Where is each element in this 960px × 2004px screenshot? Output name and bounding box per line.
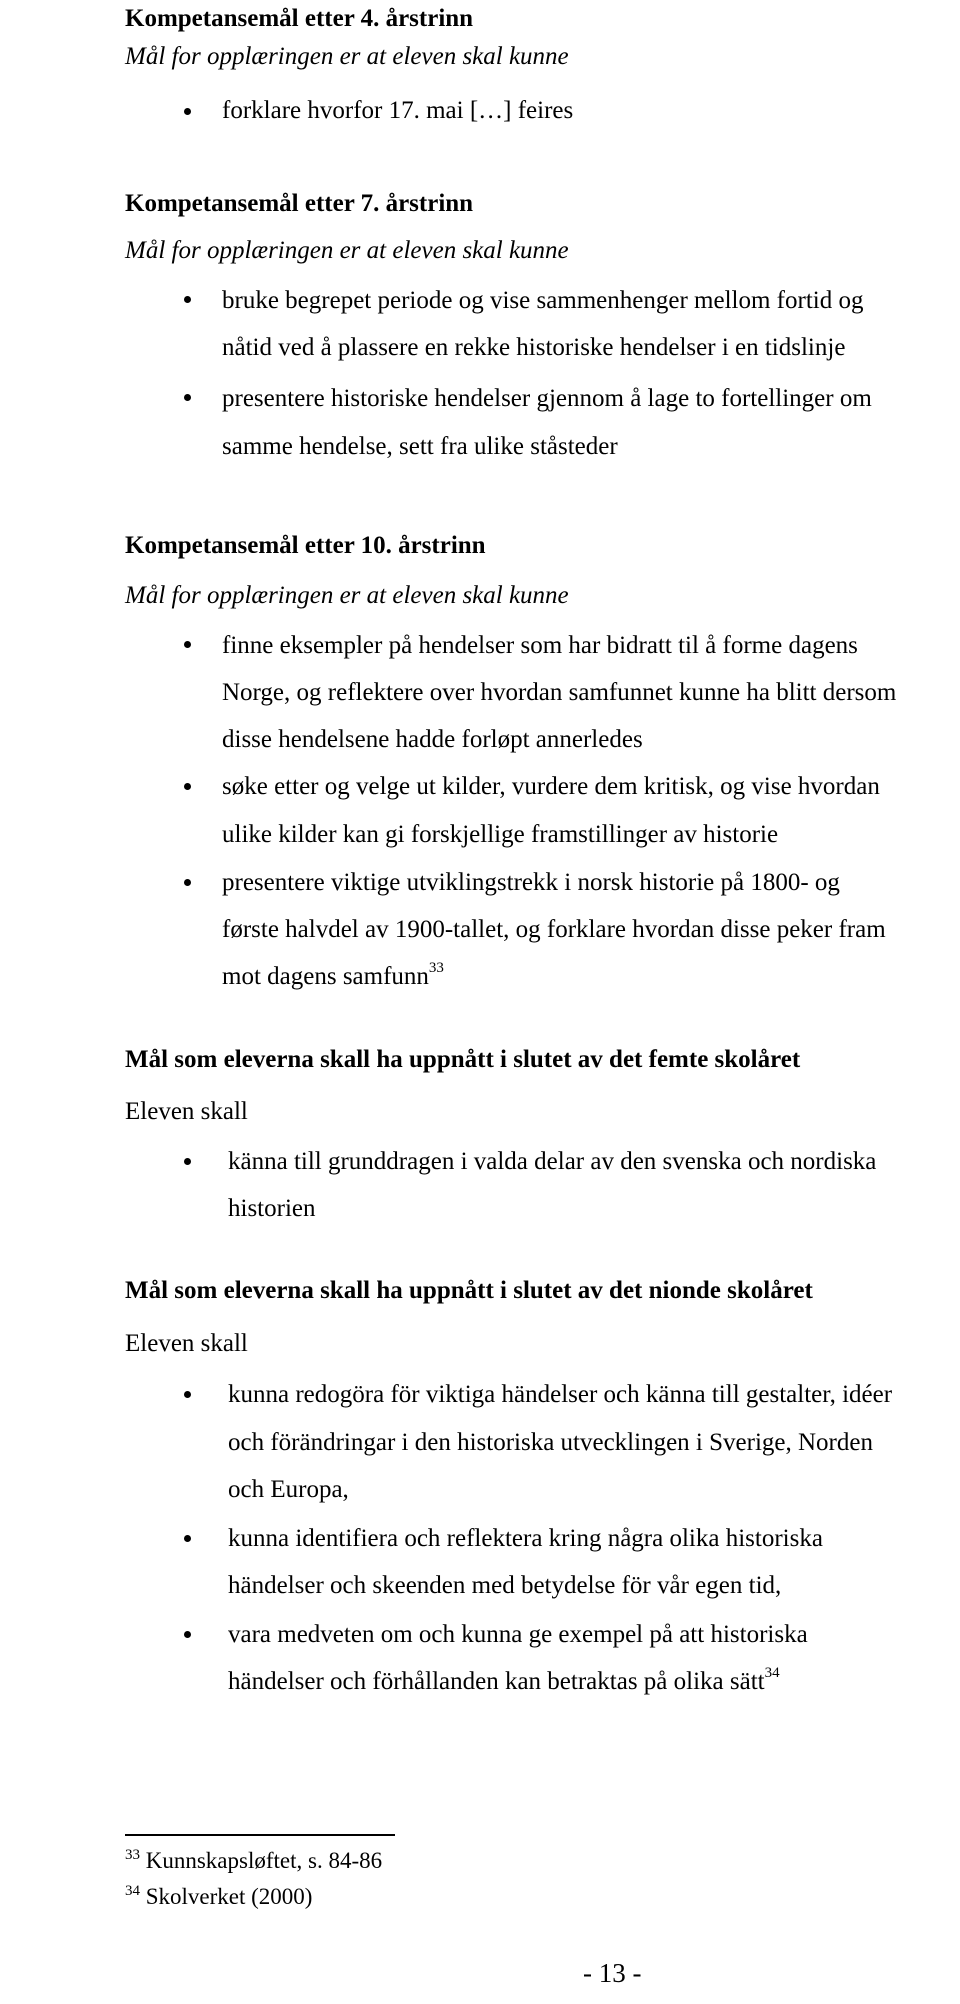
list-item-line: Norge, og reflektere over hvordan samfunnet kunne ha blitt dersom <box>222 679 897 706</box>
list-item-line: ulike kilder kan gi forskjellige framstillinger av historie <box>222 821 779 848</box>
footnote-number: 34 <box>125 1883 140 1899</box>
footnote <box>125 1847 382 1875</box>
list-item-line: och förändringar i den historiska utvecklingen i Sverige, Norden <box>228 1429 873 1456</box>
bullet-icon <box>184 783 191 790</box>
list-item-line: samme hendelse, sett fra ulike ståsteder <box>222 433 618 460</box>
bullet-icon <box>184 108 191 115</box>
bullet-icon <box>184 394 191 401</box>
bullet-icon <box>184 1535 191 1542</box>
list-item-line: bruke begrepet periode og vise sammenhenger mellom fortid og <box>222 287 864 314</box>
footnote-divider <box>125 1834 395 1836</box>
page-number: - 13 - <box>583 1958 642 1988</box>
list-item-text: mot dagens samfunn <box>222 963 429 990</box>
bullet-icon <box>184 641 191 648</box>
list-item-line: disse hendelsene hadde forløpt annerledes <box>222 726 643 753</box>
list-item-line <box>222 962 444 992</box>
list-item-line: händelser och skeenden med betydelse för vår egen tid, <box>228 1572 782 1599</box>
section-heading: Mål som eleverna skall ha uppnått i slutet av det femte skolåret <box>125 1046 801 1073</box>
section-intro: Eleven skall <box>125 1330 248 1357</box>
list-item-line: kunna identifiera och reflektera kring några olika historiska <box>228 1525 823 1552</box>
footnote-ref: 34 <box>764 1665 780 1681</box>
list-item-line: nåtid ved å plassere en rekke historiske hendelser i en tidslinje <box>222 334 846 361</box>
list-item-line: søke etter og velge ut kilder, vurdere dem kritisk, og vise hvordan <box>222 773 880 800</box>
section-intro: Mål for opplæringen er at eleven skal kunne <box>125 582 569 609</box>
bullet-icon <box>184 1158 191 1165</box>
list-item-line: kunna redogöra för viktiga händelser och känna till gestalter, idéer <box>228 1381 893 1408</box>
section-intro: Mål for opplæringen er at eleven skal kunne <box>125 237 569 264</box>
section-heading: Kompetansemål etter 4. årstrinn <box>125 5 474 32</box>
footnote-text: Kunnskapsløftet, s. 84-86 <box>145 1848 383 1873</box>
footnote-text: Skolverket (2000) <box>145 1884 313 1909</box>
list-item-line: känna till grunddragen i valda delar av den svenska och nordiska <box>228 1148 877 1175</box>
list-item-line: første halvdel av 1900-tallet, og forklare hvordan disse peker fram <box>222 916 886 943</box>
list-item-line: historien <box>228 1195 316 1222</box>
bullet-icon <box>184 1391 191 1398</box>
list-item-line: presentere viktige utviklingstrekk i norsk historie på 1800- og <box>222 869 840 896</box>
section-heading: Kompetansemål etter 10. årstrinn <box>125 532 486 559</box>
list-item-line: vara medveten om och kunna ge exempel på att historiska <box>228 1621 808 1648</box>
list-item-line: finne eksempler på hendelser som har bidratt til å forme dagens <box>222 632 858 659</box>
list-item-line <box>228 1667 780 1697</box>
list-item-line: presentere historiske hendelser gjennom å lage to fortellinger om <box>222 385 872 412</box>
section-intro: Eleven skall <box>125 1098 248 1125</box>
bullet-icon <box>184 296 191 303</box>
section-heading: Mål som eleverna skall ha uppnått i slutet av det nionde skolåret <box>125 1277 813 1304</box>
footnote-number: 33 <box>125 1847 140 1863</box>
footnote-ref: 33 <box>428 960 444 976</box>
bullet-icon <box>184 1631 191 1638</box>
section-intro: Mål for opplæringen er at eleven skal kunne <box>125 43 569 70</box>
footnote <box>125 1883 312 1911</box>
bullet-icon <box>184 879 191 886</box>
list-item: forklare hvorfor 17. mai […] feires <box>222 97 574 124</box>
section-heading: Kompetansemål etter 7. årstrinn <box>125 190 474 217</box>
list-item-line: och Europa, <box>228 1476 349 1503</box>
list-item-text: händelser och förhållanden kan betraktas på olika sätt <box>228 1668 765 1695</box>
